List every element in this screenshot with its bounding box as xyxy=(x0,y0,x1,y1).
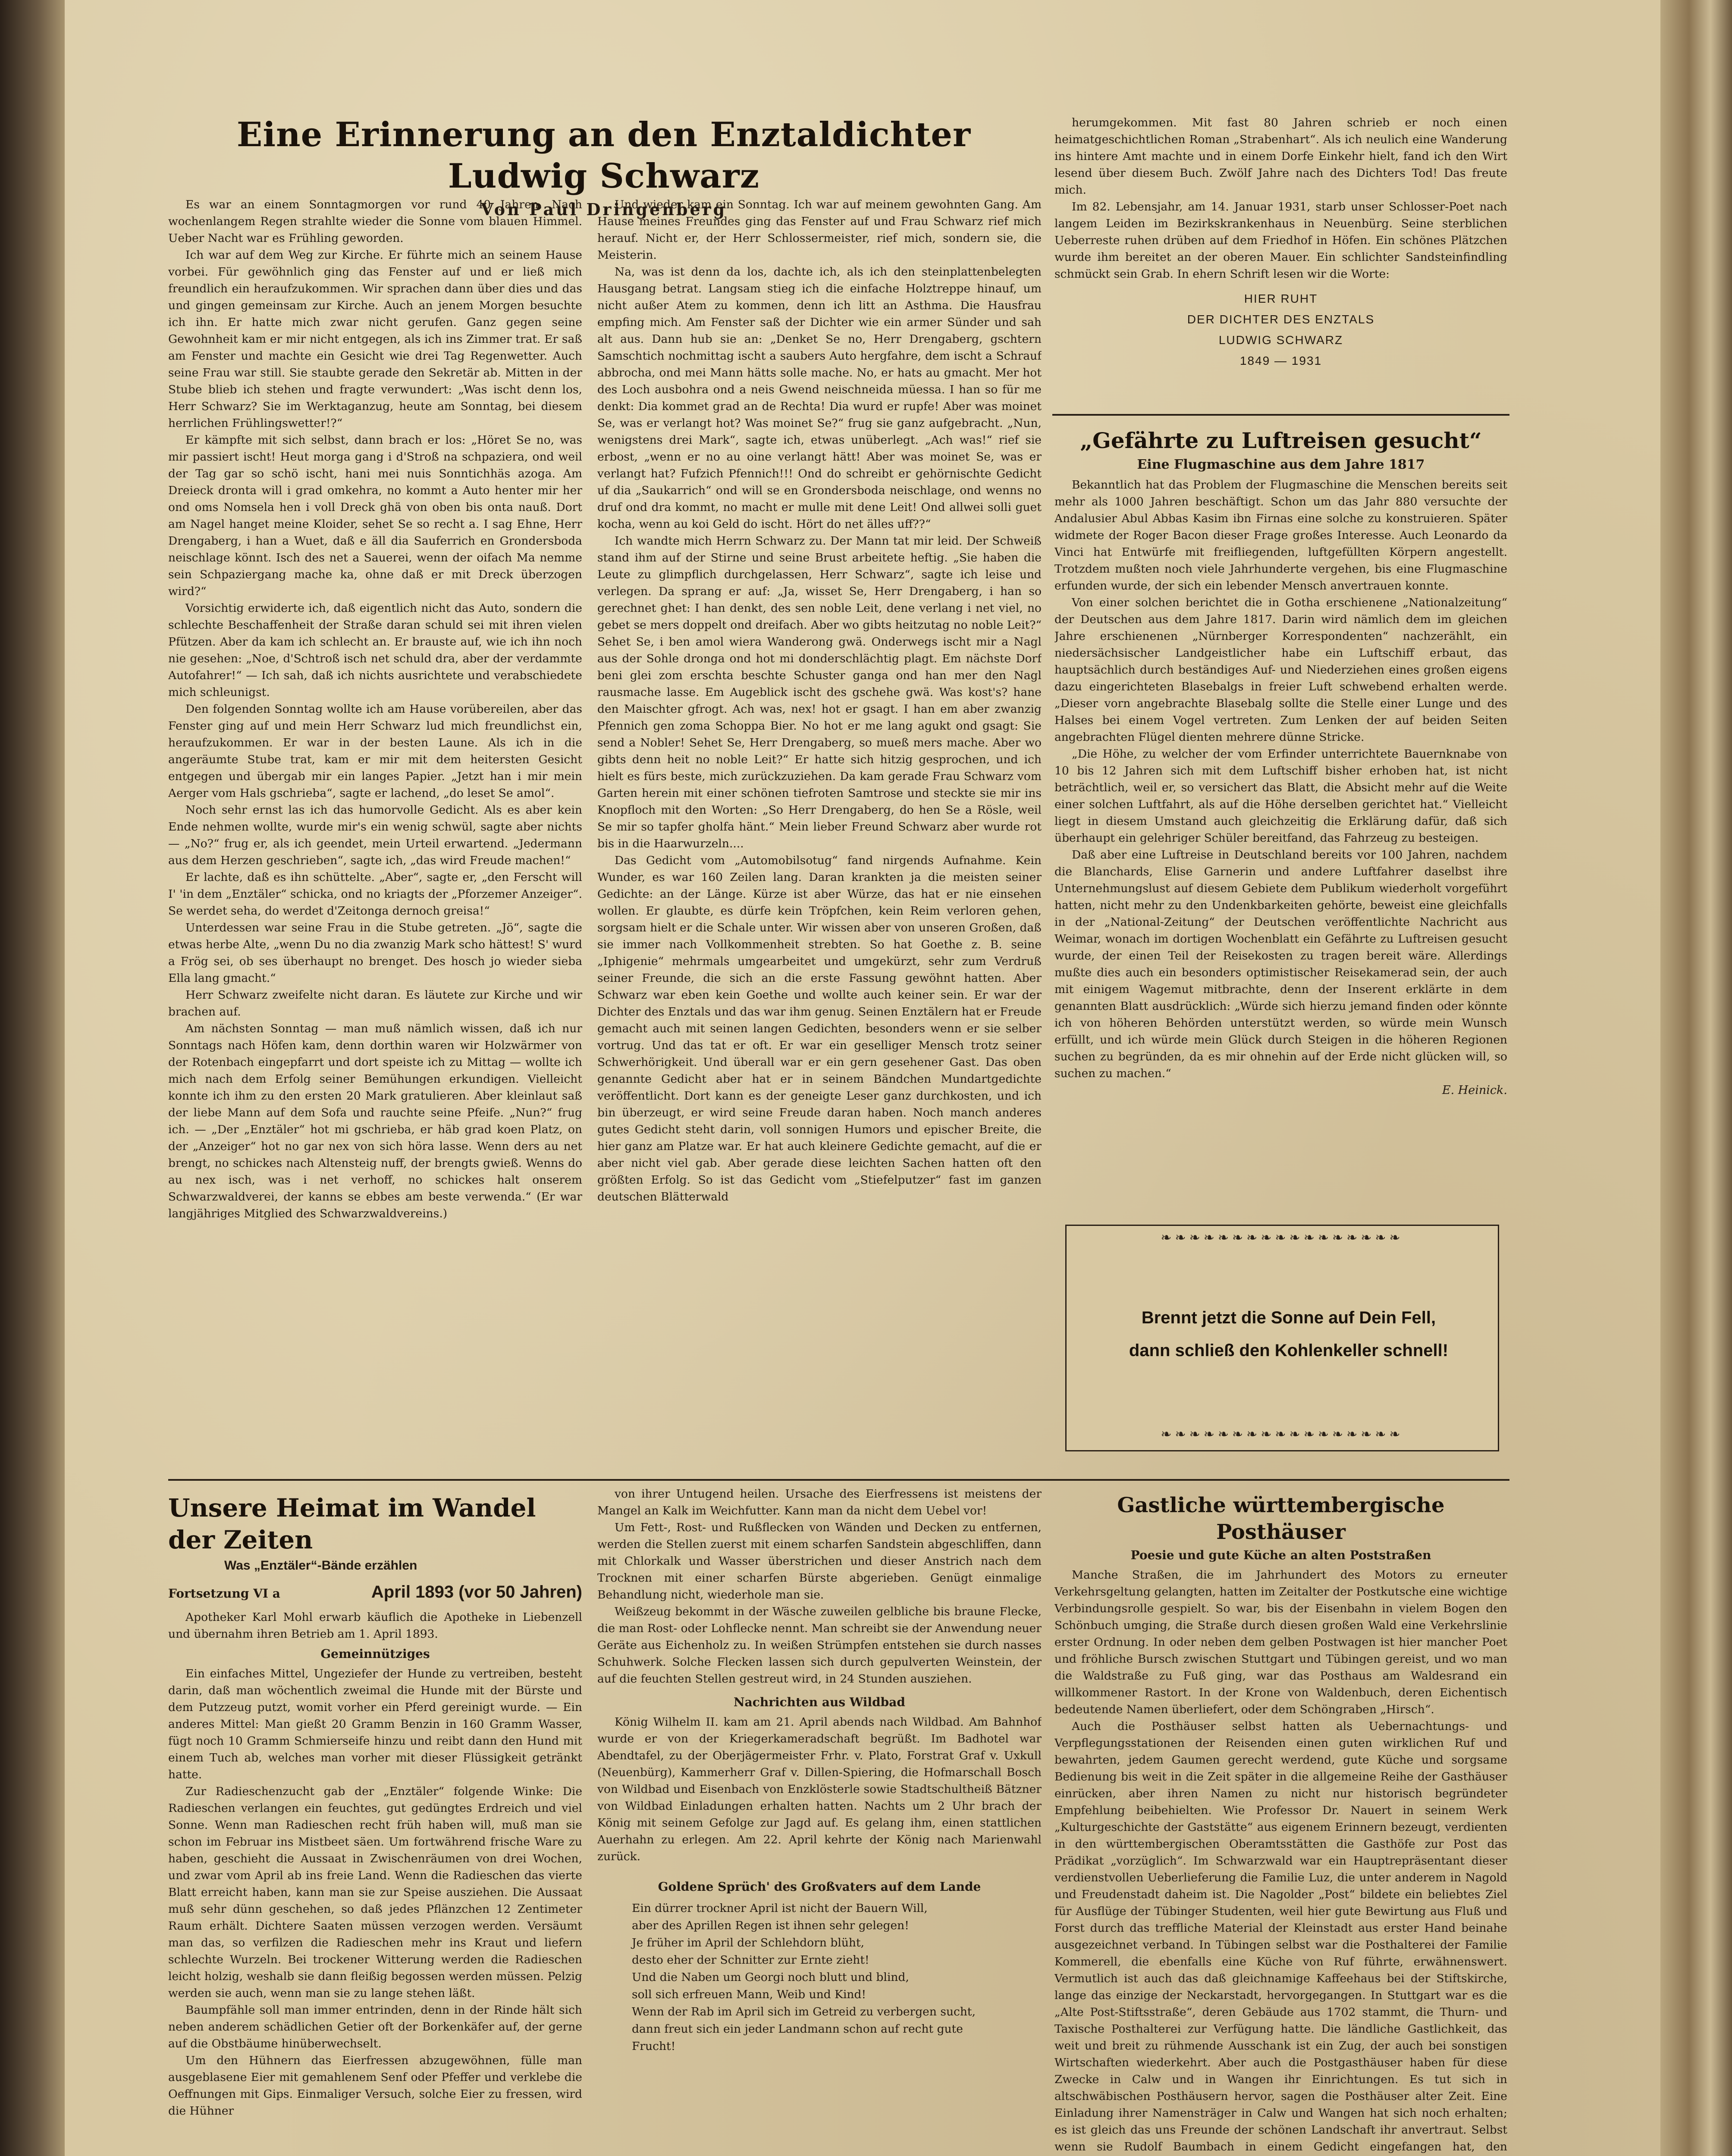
section-heading: Nachrichten aus Wildbad xyxy=(734,1695,905,1709)
ornament-border: ❧❧❧❧❧❧❧❧❧❧❧❧❧❧❧❧❧ xyxy=(1161,1427,1404,1442)
poem-line: Frucht! xyxy=(632,2040,676,2053)
paragraph: von ihrer Untugend heilen. Ursache des Eierfressens ist meistens der Mangel an Kalk im Weichfutter. Kann man da nicht dem Uebel vor! xyxy=(597,1487,1042,1517)
article-4-subtitle: Poesie und gute Küche an alten Poststraßen xyxy=(1130,1548,1431,1562)
article-2 xyxy=(1054,427,1507,1212)
article-1-column-3-text xyxy=(1054,114,1507,282)
section-heading: Gemeinnütziges xyxy=(320,1647,430,1661)
article-1-column-2 xyxy=(597,196,1042,1473)
article-1-column-3 xyxy=(1054,114,1507,407)
paragraph: Am nächsten Sonntag — man muß nämlich wissen, daß ich nur Sonntags nach Höfen kam, denn dorthin waren wir Holzwärmer von der Rotenbach eingepfarrt und dort speiste ich zu Mittag — wollte ich mich nach dem Erfolg seiner Bemühungen erkundigen. Vielleicht konnte ich ihm zu den ersten 20 Mark gratulieren. Aber kleinlaut saß der liebe Mann auf dem Sofa und rauchte seine Pfeife. „Nun?“ frug ich. — „Der „Enztäler“ hot mi gschrieba, er häb grad koen Platz, on der „Anzeiger“ hot no gar nex von sich höra lasse. Wenn ders au net brengt, no schickes nach Altensteig nuff, der brengts gwieß. Wenns do au nex isch, was i net verhoff, no schickes halt onserem Schwarzwaldverei, der kanns se ebbes am beste verwenda.“ (Er war langjähriges Mitglied des Schwarzwaldvereins.) xyxy=(168,1022,582,1220)
paragraph: Na, was ist denn da los, dachte ich, als ich den steinplattenbelegten Hausgang betrat. Langsam stieg ich die einfache Holztreppe hinauf, um nicht außer Atem zu kommen, denn ich litt an Asthma. Die Hausfrau empfing mich. Am Fenster saß der Dichter wie ein armer Sünder und sah alt aus. Dann hub sie an: „Denket Se no, Herr Drengaberg, gschtern Samschtich nochmittag ischt a saubers Auto hergfahre, dem ischt a Schrauf abbrocha, ond mei Mann hätts solle mache. No, er hats au gmacht. Mer hot des Loch ausbohra ond a neis Gwend neischneida müessa. I han so für me denkt: Dia kommet grad an de Rechta! Dia wurd er rupfe! Aber was moinet Se, was er verlangt hot? Was moinet Se?“ frug sie ganz aufgebracht. „Nun, wenigstens drei Mark“, sagte ich, etwas unüberlegt. „Ach was!“ rief sie erbost, „wenn er no au oine verlangt hätt! Aber was moinet Se, was er verlangt hat? Fufzich Pfennich!!! Ond do schreibt er gehörnischte Gedicht uf dia „Saukarrich“ ond will se en Grondersboda neischlage, ond wenns no druf ond dra kommt, no macht er mulle mit dene Leit! Ond allwei solli guet kocha, wenn au koi Geld do ischt. Hört do net älles uff??“ xyxy=(597,265,1042,531)
column-divider xyxy=(1052,414,1509,416)
article-1-column-2-text xyxy=(597,196,1042,1205)
advertisement-line-2: dann schließ den Kohlenkeller schnell! xyxy=(1129,1341,1449,1360)
advertisement-line-1: Brennt jetzt die Sonne auf Dein Fell, xyxy=(1141,1308,1436,1327)
advertisement-text xyxy=(1097,1301,1481,1367)
paragraph: Noch sehr ernst las ich das humorvolle Gedicht. Als es aber kein Ende nehmen wollte, wurde mir's ein wenig schwül, sagte aber nichts — „No?“ frug er, als ich geendet, mein Urteil erwartend. „Jedermann aus dem Herzen geschrieben“, sagte ich, „das wird Freude machen!“ xyxy=(168,803,582,867)
paragraph: „Die Höhe, zu welcher der vom Erfinder unterrichtete Bauernknabe von 10 bis 12 Jahren sich mit dem Luftschiff bisher erhoben hat, ist nicht beträchtlich, weil er, so versichert das Blatt, die Absicht mehr auf die Weite einer solchen Luftfahrt, als auf die Höhe derselben gerichtet hat.“ Vielleicht liegt in diesem Umstand auch gleichzeitig die Erklärung dafür, daß sich überhaupt ein gelehriger Schüler bereitfand, das Fahrzeug zu besteigen. xyxy=(1054,747,1507,845)
article-4 xyxy=(1054,1492,1507,2156)
paragraph: Auch die Posthäuser selbst hatten als Uebernachtungs- und Verpflegungsstationen der Reisenden einen guten wirklichen Ruf und bewahrten, jedem Gaumen gerecht werdend, gute Küche und sorgsame Bedienung bis weit in die Zeit später in die allgemeine Reihe der Gasthäuser einrücken, aber ihren Namen zu nicht nur historisch begründeter Empfehlung beibehielten. Wie Professor Dr. Nauert in seinem Werk „Kulturgeschichte der Gaststätte“ aus eigenem Erinnern bezeugt, verdienten in den württembergischen Oberamtsstätten die Gasthöfe zur Post das Prädikat „vorzüglich“. Im Schwarzwald war ein Hauptrepräsentant dieser verdienstvollen Ueberlieferung die Familie Luz, die unter anderem in Nagold und Freudenstadt daheim ist. Die Nagolder „Post“ bildete ein beliebtes Ziel für Ausflüge der Tübinger Studenten, weil hier gute Bewirtung aus Fluß und Forst durch das treffliche Material der Kleinstadt aus erster Hand beinahe ausgezeichnet verband. In Tübingen selbst war die Posthalterei der Familie Kommerell, die ebenfalls eine Küche von Ruf führte, erwähnenswert. Vermutlich ist auch das daß gleichnamige Kaffeehaus bei der Stiftskirche, lange das einzige der Neckarstadt, hervorgegangen. In Stuttgart war es die „Alte Post-Stiftsstraße“, deren Gebäude aus 1702 stammt, die Thurn- und Taxische Posthalterei zur Verfügung hatte. Die ländliche Gastlichkeit, das weit und breit zu rühmende Ausschank ist ein Zug, der auch bei sonstigen Wirtschaften wiederkehrt. Aber auch die Postgasthäuser haben für diese Zwecke in Calw und in Wangen ihr Einrichtungen. Es tut sich in altschwäbischen Posthäusern hervor, sagen die Posthäuser alter Zeit. Eine Einladung ihrer Namensträger in Calw und Wangen hat sich noch erhalten; es ist gleich das uns Freunde der schönen Landschaft ihr anvertraut. Selbst wenn sie Rudolf Baumbach in einem Gedicht eingefangen hat, den xyxy=(1054,1720,1507,2153)
poem-line: aber des Aprillen Regen ist ihnen sehr gelegen! xyxy=(632,1919,909,1932)
paragraph: Baumpfähle soll man immer entrinden, denn in der Rinde hält sich neben anderem schädlichen Getier oft der Borkenkäfer auf, der gerne auf die Obstbäume hinüberwechselt. xyxy=(168,2003,582,2050)
article-1-column-1 xyxy=(168,196,582,1473)
date-heading: April 1893 (vor 50 Jahren) xyxy=(371,1583,582,1601)
ornament-border: ❧❧❧❧❧❧❧❧❧❧❧❧❧❧❧❧❧ xyxy=(1161,1230,1404,1245)
paragraph: Im 82. Lebensjahr, am 14. Januar 1931, starb unser Schlosser-Poet nach langem Leiden im Bezirkskrankenhaus in Neuenbürg. Seine sterblichen Ueberreste ruhen drüben auf dem Friedhof in Höfen. Ein schönes Plätzchen wurde ihm bereitet an der oberen Mauer. Ein schlichter Sandsteinfindling schmückt sein Grab. In ehern Schrift lesen wir die Worte: xyxy=(1054,200,1507,281)
page-stack-edge xyxy=(1660,0,1732,2156)
paragraph: Um Fett-, Rost- und Rußflecken von Wänden und Decken zu entfernen, werden die Stellen zuerst mit einem scharfen Sandstein abgeschliffen, dann mit Chlorkalk und Wasser überstrichen und dieser Anstrich nach dem Trocknen mit einer scharfen Bürste abgerieben. Genügt einmalige Behandlung nicht, wiederhole man sie. xyxy=(597,1521,1042,1601)
poem-line: dann freut sich ein jeder Landmann schon auf recht gute xyxy=(632,2022,963,2036)
inscription-line: 1849 — 1931 xyxy=(1239,354,1322,367)
paragraph: Ich war auf dem Weg zur Kirche. Er führte mich an seinem Hause vorbei. Für gewöhnlich ging das Fenster auf und er ließ mich freundlich ein heraufzukommen. Wir sprachen dann über dies und das und gingen gemeinsam zur Kirche. Auch an jenem Morgen besuchte ich ihn. Er hatte mich zwar nicht gerufen. Ganz gegen seine Gewohnheit kam er mir nicht entgegen, als ich ins Zimmer trat. Er saß am Fenster und machte ein Gesicht wie drei Tag Regenwetter. Auch seine Frau war still. Sie staubte gerade den Sekretär ab. Mitten in der Stube blieb ich stehen und fragte verwundert: „Was ischt denn los, Herr Schwarz? Sie im Werktaganzug, heute am Sonntag, bei diesem herrlichen Frühlingswetter!?“ xyxy=(168,248,582,430)
paragraph: Ein einfaches Mittel, Ungeziefer der Hunde zu vertreiben, besteht darin, daß man wöchentlich zweimal die Hunde mit der Bürste und dem Putzzeug putzt, womit vorher ein Pferd gereinigt wurde. — Ein anderes Mittel: Man gießt 20 Gramm Benzin in 160 Gramm Wasser, fügt noch 10 Gramm Schmierseife hinzu und reibt dann den Hund mit einem Tuch ab, welches man vorher mit dieser Flüssigkeit getränkt hatte. xyxy=(168,1667,582,1781)
article-3-column-2 xyxy=(597,1485,1042,2156)
grave-inscription xyxy=(1054,288,1507,371)
poem xyxy=(597,1900,1042,2055)
poem-line: Und die Naben um Georgi noch blutt und blind, xyxy=(632,1971,909,1984)
paragraph: Es war an einem Sonntagmorgen vor rund 40 Jahren. Nach wochenlangem Regen strahlte wieder die Sonne vom blauen Himmel. Ueber Nacht war es Frühling geworden. xyxy=(168,198,582,245)
book-binding xyxy=(0,0,65,2156)
section-divider xyxy=(168,1479,1509,1481)
paragraph: König Wilhelm II. kam am 21. April abends nach Wildbad. Am Bahnhof wurde er von der Kriegerkameradschaft begrüßt. Im Badhotel war Abendtafel, zu der Oberjägermeister Frhr. v. Plato, Forstrat Graf v. Uxkull (Neuenbürg), Kammerherr Graf v. Dillen-Spiering, die Hofmarschall Bosch von Wildbad und Eisenbach von Enzklösterle sowie Stadtschultheiß Bätzner von Wildbad Einladungen erhalten hatten. Nachts um 2 Uhr brach der König mit seinem Gefolge zur Jagd auf. Es gelang ihm, einen stattlichen Auerhahn zu erlegen. Am 22. April kehrte der König nach Marienwahl zurück. xyxy=(597,1715,1042,1863)
paragraph: Ich wandte mich Herrn Schwarz zu. Der Mann tat mir leid. Der Schweiß stand ihm auf der Stirne und seine Brust arbeitete heftig. „Sie haben die Leute zu glimpflich durchgelassen, Herr Schwarz“, sagte ich leise und verlegen. Da sprang er auf: „Ja, wisset Se, Herr Drengaberg, i han so gerechnet ghet: I han denkt, des sen noble Leit, dene verlang i net viel, no gebet se mers doppelt ond dreifach. Aber wo gibts heitzutag no noble Leit?“ Sehet Se, i ben amol wiera Wanderong gwä. Onderwegs ischt mir a Nagl aus der Sohle dronga ond hot mi donderschlächtig plagt. Em nächste Dorf beni glei zom erschta beschte Schuster ganga ond han mer den Nagl rausmache lasse. Em Augeblick ischt des gschehe gwä. Was kost's? hane den Maischter gfrogt. Ach was, nex! hot er gsagt. I han em aber zwanzig Pfennich gen zoma Schoppa Bier. No hot er me lang agukt ond gsagt: Sie send a Nobler! Sehet Se, Herr Drengaberg, so mueß mers mache. Aber wo gibts denn heit no noble Leit?“ Er hatte sich hitzig gesprochen, und ich hielt es fürs beste, mich zurückzuziehen. Da kam gerade Frau Schwarz vom Garten herein mit einer schönen tiefroten Samtrose und steckte sie mir ins Knopfloch mit den Worten: „So Herr Drengaberg, do hen Se a Rösle, weil Se mir so tapfer gholfa hänt.“ Mein lieber Freund Schwarz aber wurde rot bis in die Haarwurzeln.... xyxy=(597,534,1042,850)
article-2-signature: E. Heinick. xyxy=(1442,1084,1507,1097)
intro-paragraph: Apotheker Karl Mohl erwarb käuflich die Apotheke in Liebenzell und übernahm ihren Betrieb am 1. April 1893. xyxy=(168,1611,582,1641)
article-3-column-1-text xyxy=(168,1665,582,2119)
article-3-column-1 xyxy=(168,1492,582,2156)
paragraph: Daß aber eine Luftreise in Deutschland bereits vor 100 Jahren, nachdem die Blanchards, Elise Garnerin und andere Luftfahrer daselbst ihre Unternehmungslust auf diesem Gebiete dem Publikum wiederholt vorgeführt hatten, nicht mehr zu den Undenkbarkeiten gehörte, beweist eine gleichfalls in der „National-Zeitung“ der Deutschen veröffentlichte Nachricht aus Weimar, wonach im dortigen Wochenblatt ein Gefährte zu Luftreisen gesucht wurde, der einen Teil der Reisekosten zu tragen bereit wäre. Allerdings mußte dies auch ein besonders optimistischer Reisekamerad sein, der auch mit einigem Wagemut mitbrachte, denn der Inserent erklärte in dem genannten Blatt ausdrücklich: „Würde sich hierzu jemand finden oder könnte ich von höheren Behörden unterstützt werden, so würde mein Wunsch erfüllt, und ich würde mein Glück durch Steigen in die höheren Regionen suchen zu begründen, da es mir ohnehin auf der Erde nicht glücken will, so suchen zu machen.“ xyxy=(1054,848,1507,1080)
paragraph: Zur Radieschenzucht gab der „Enztäler“ folgende Winke: Die Radieschen verlangen ein feuchtes, gut gedüngtes Erdreich und viel Sonne. Wenn man Radieschen recht früh haben will, muß man sie schon im Februar ins Mistbeet säen. Um fortwährend frische Ware zu haben, geschieht die Aussaat in Zwischenräumen von drei Wochen, und zwar vom April ab ins freie Land. Wenn die Radieschen das vierte Blatt erreicht haben, kann man sie zur Speise ausziehen. Die Aussaat muß sehr dünn geschehen, so daß jedes Pflänzchen 12 Zentimeter Raum erhält. Dichtere Saaten müssen verzogen werden. Versäumt man das, so verfilzen die Radieschen mehr ins Kraut und liefern schlechte Wurzeln. Bei trockener Witterung werden die Radieschen leicht holzig, weshalb sie dann fleißig begossen werden müssen. Pelzig werden sie auch, wenn man sie zu lange stehen läßt. xyxy=(168,1785,582,2000)
poem-line: desto eher der Schnitter zur Ernte zieht! xyxy=(632,1953,869,1967)
paragraph: herumgekommen. Mit fast 80 Jahren schrieb er noch einen heimatgeschichtlichen Roman „Strabenhart“. Als ich neulich eine Wanderung ins hintere Amt machte und in einem Dorfe Einkehr hielt, fand ich den Wirt lesend über diesem Buch. Zwölf Jahre nach des Dichters Tod! Das freute mich. xyxy=(1054,116,1507,197)
article-3-title: Unsere Heimat im Wandel der Zeiten xyxy=(168,1493,536,1554)
paragraph: Er lachte, daß es ihn schüttelte. „Aber“, sagte er, „den Ferscht will I' 'in dem „Enztäler“ schicka, ond no kriagts der „Pforzemer Anzeiger“. Se werdet seha, do werdet d'Zeitonga dernoch greisa!“ xyxy=(168,871,582,918)
article-4-text xyxy=(1054,1567,1507,2156)
article-3-column-2-text xyxy=(597,1485,1042,1687)
paragraph: Unterdessen war seine Frau in die Stube getreten. „Jö“, sagte die etwas herbe Alte, „wenn Du no dia zwanzig Mark scho hättest! S' wurd a Frög sei, ob ses überhaupt no brenget. Des hosch jo wieder sieba Ella lang gmacht.“ xyxy=(168,921,582,985)
article-3-intro xyxy=(168,1609,582,1642)
paragraph: Um den Hühnern das Eierfressen abzugewöhnen, fülle man ausgeblasene Eier mit gemahlenem Senf oder Pfeffer und verklebe die Oeffnungen mit Gips. Einmaliger Versuch, solche Eier zu fressen, wird die Hühner xyxy=(168,2054,582,2118)
article-1-column-1-text xyxy=(168,196,582,1222)
series-label: Fortsetzung VI a xyxy=(168,1586,280,1601)
poem-line: Wenn der Rab im April sich im Getreid zu verbergen sucht, xyxy=(632,2005,976,2018)
inscription-line: DER DICHTER DES ENZTALS xyxy=(1187,313,1375,326)
paragraph: Herr Schwarz zweifelte nicht daran. Es läutete zur Kirche und wir brachen auf. xyxy=(168,988,582,1018)
poem-line: soll sich erfreuen Mann, Weib und Kind! xyxy=(632,1988,866,2001)
poem-line: Je früher im April der Schlehdorn blüht, xyxy=(632,1936,865,1949)
paragraph: Bekanntlich hat das Problem der Flugmaschine die Menschen bereits seit mehr als 1000 Jahren beschäftigt. Schon um das Jahr 880 versuchte der Andalusier Abul Abbas Kasim ibn Firnas eine solche zu konstruieren. Später widmete der Roger Bacon dieser Frage großes Interesse. Auch Leonardo da Vinci hat Entwürfe mit freifliegenden, luftgefüllten Körpern angestellt. Trotzdem mußten noch viele Jahrhunderte vergehen, bis eine Flugmaschine erfunden wurde, der sich ein lebender Mensch anvertrauen konnte. xyxy=(1054,478,1507,592)
paragraph: Vorsichtig erwiderte ich, daß eigentlich nicht das Auto, sondern die schlechte Beschaffenheit der Straße daran schuld sei mit ihren vielen Pfützen. Aber da kam ich schlecht an. Er brauste auf, wie ich ihn noch nie gesehen: „Noe, d'Schtroß isch net schuld dra, aber der verdammte Autofahrer!“ — Ich sah, daß ich nichts ausrichtete und verabschiedete mich schleunigst. xyxy=(168,602,582,699)
coal-advertisement xyxy=(1065,1225,1499,1451)
article-2-text xyxy=(1054,476,1507,1082)
paragraph: Und wieder kam ein Sonntag. Ich war auf meinem gewohnten Gang. Am Hause meines Freundes ging das Fenster auf und Frau Schwarz rief mich herauf. Nicht er, der Herr Schlossermeister, rief mich, sondern sie, die Meisterin. xyxy=(597,198,1042,262)
paragraph: Das Gedicht vom „Automobilsotug“ fand nirgends Aufnahme. Kein Wunder, es war 160 Zeilen lang. Daran krankten ja die meisten seiner Gedichte: an der Länge. Kürze ist aber Würze, das hat er nie einsehen wollen. Er glaubte, es dürfe kein Tröpfchen, kein Reim verloren gehen, sorgsam hielt er die Schale unter. Wir wissen aber von unseren Großen, daß sie immer nach Vollkommenheit strebten. So hat Goethe z. B. seine „Iphigenie“ mehrmals umgearbeitet und umgekürzt, sehr zum Verdruß seiner Freunde, die sich an die erste Fassung gewöhnt hatten. Aber Schwarz war eben kein Goethe und wollte auch keiner sein. Er war der Dichter des Enztals und das war ihm genug. Seinen Enztälern hat er Freude gemacht auch mit seinen langen Gedichten, besonders wenn er sie selber vortrug. Und das tat er oft. Er war ein geselliger Mensch trotz seiner Schwerhörigkeit. Und überall war er ein gern gesehener Gast. Das oben genannte Gedicht aber hat er in seinem Bändchen Mundartgedichte veröffentlicht. Dort kann es der geneigte Leser ganz durchkosten, und ich bin überzeugt, er wird seine Freude daran haben. Noch manch anderes gutes Gedicht steht darin, voll sonnigen Humors und epischer Breite, die hier ganz am Platze war. Er hat auch kleinere Gedichte gemacht, auf die er aber nicht viel gab. Aber gerade diese leichten Sachen hatten oft den größten Erfolg. So ist das Gedicht vom „Stiefelputzer“ fast im ganzen deutschen Blätterwald xyxy=(597,854,1042,1203)
paragraph: Den folgenden Sonntag wollte ich am Hause vorübereilen, aber das Fenster ging auf und mein Herr Schwarz lud mich freundlichst ein, heraufzukommen. Er war in der besten Laune. Als ich in die angeräumte Stube trat, kam er mir mit dem heitersten Gesicht entgegen und übergab mir ein langes Papier. „Jetzt han i mir mein Aerger vom Hals gschrieba“, sagte er lachend, „do leset Se amol“. xyxy=(168,702,582,800)
inscription-line: LUDWIG SCHWARZ xyxy=(1218,333,1343,347)
article-3-column-2-news xyxy=(597,1714,1042,1865)
article-4-title: Gastliche württembergische Posthäuser xyxy=(1117,1493,1445,1544)
inscription-line: HIER RUHT xyxy=(1244,292,1318,305)
poem-title: Goldene Sprüch' des Großvaters auf dem Lande xyxy=(658,1880,981,1894)
article-3-dateline xyxy=(168,1583,582,1602)
article-2-title: „Gefährte zu Luftreisen gesucht“ xyxy=(1080,428,1482,453)
article-2-subtitle: Eine Flugmaschine aus dem Jahre 1817 xyxy=(1137,457,1425,472)
article-3-subtitle: Was „Enztäler“-Bände erzählen xyxy=(224,1558,417,1573)
article-1-title: Eine Erinnerung an den Enztaldichter Ludwig Schwarz xyxy=(236,115,971,196)
article-1-byline: Von Paul Dringenberg xyxy=(480,200,727,219)
paragraph: Weißzeug bekommt in der Wäsche zuweilen gelbliche bis braune Flecke, die man Rost- oder Lohflecke nennt. Man schreibt sie der Anwendung neuer Geräte aus Eichenholz zu. In weißen Strümpfen entstehen sie durch nasses Schuhwerk. Solche Flecken lassen sich durch gepulverten Weinstein, der auf die feuchten Stellen gestreut wird, in 24 Stunden ausziehen. xyxy=(597,1605,1042,1686)
paragraph: Von einer solchen berichtet die in Gotha erschienene „Nationalzeitung“ der Deutschen aus dem Jahre 1817. Darin wird nämlich dem im gleichen Jahre erschienenen „Nürnberger Korrespondenten“ nachzerählt, ein niedersächsischer Landgeistlicher habe ein Luftschiff erbaut, das hauptsächlich durch beständiges Auf- und Niederziehen eines großen eigens dazu eingerichteten Blasebalgs in freier Luft schwebend erhalten werde. „Dieser vorn angebrachte Blasebalg sollte die Stelle einer Lunge und des Halses bei einem Vogel vertreten. Zum Lenken der auf beiden Seiten angebrachten Flügel dienten mehrere dünne Stricke. xyxy=(1054,596,1507,744)
poem-line: Ein dürrer trockner April ist nicht der Bauern Will, xyxy=(632,1902,928,1915)
paragraph: Manche Straßen, die im Jahrhundert des Motors zu erneuter Verkehrsgeltung gelangten, hatten im Zeitalter der Postkutsche eine wichtige Verbindungsrolle gespielt. So war, bis der Eisenbahn in vielem Bogen den Schönbuch umging, die Straße durch diesen großen Wald eine Verkehrslinie erster Ordnung. In oder neben dem gelben Postwagen ist hier mancher Poet und fröhliche Bursch zwischen Stuttgart und Tübingen gereist, und wo man die Waldstraße zu Fuß ging, war das Posthaus am Waldesrand ein willkommener Rastort. In der Krone von Waldenbuch, deren Eichentisch bedeutende Namen überliefert, oder dem Schöngraben „Hirsch“. xyxy=(1054,1568,1507,1716)
paragraph: Er kämpfte mit sich selbst, dann brach er los: „Höret Se no, was mir passiert ischt! Heut morga gang i d'Stroß na schpaziera, ond weil der Tag gar so schö ischt, hani mei nuis Sonntichhäs azoga. Am Dreieck dronta will i grad omkehra, no kommt a Auto henter mir her ond oms Nomsela hen i voll Dreck ghä von oben bis onta nauß. Dort am Nagel hanget meine Kloider, sehet Se so recht a. I sag Ehne, Herr Drengaberg, i han a Wuet, daß e äll dia Sauferrich en Grondersboda neischlage könnt. Isch des net a Sauerei, wenn der oifach Ma nemme sein Schpaziergang mache ka, ohne daß er mit Dreck überzogen wird?“ xyxy=(168,433,582,598)
